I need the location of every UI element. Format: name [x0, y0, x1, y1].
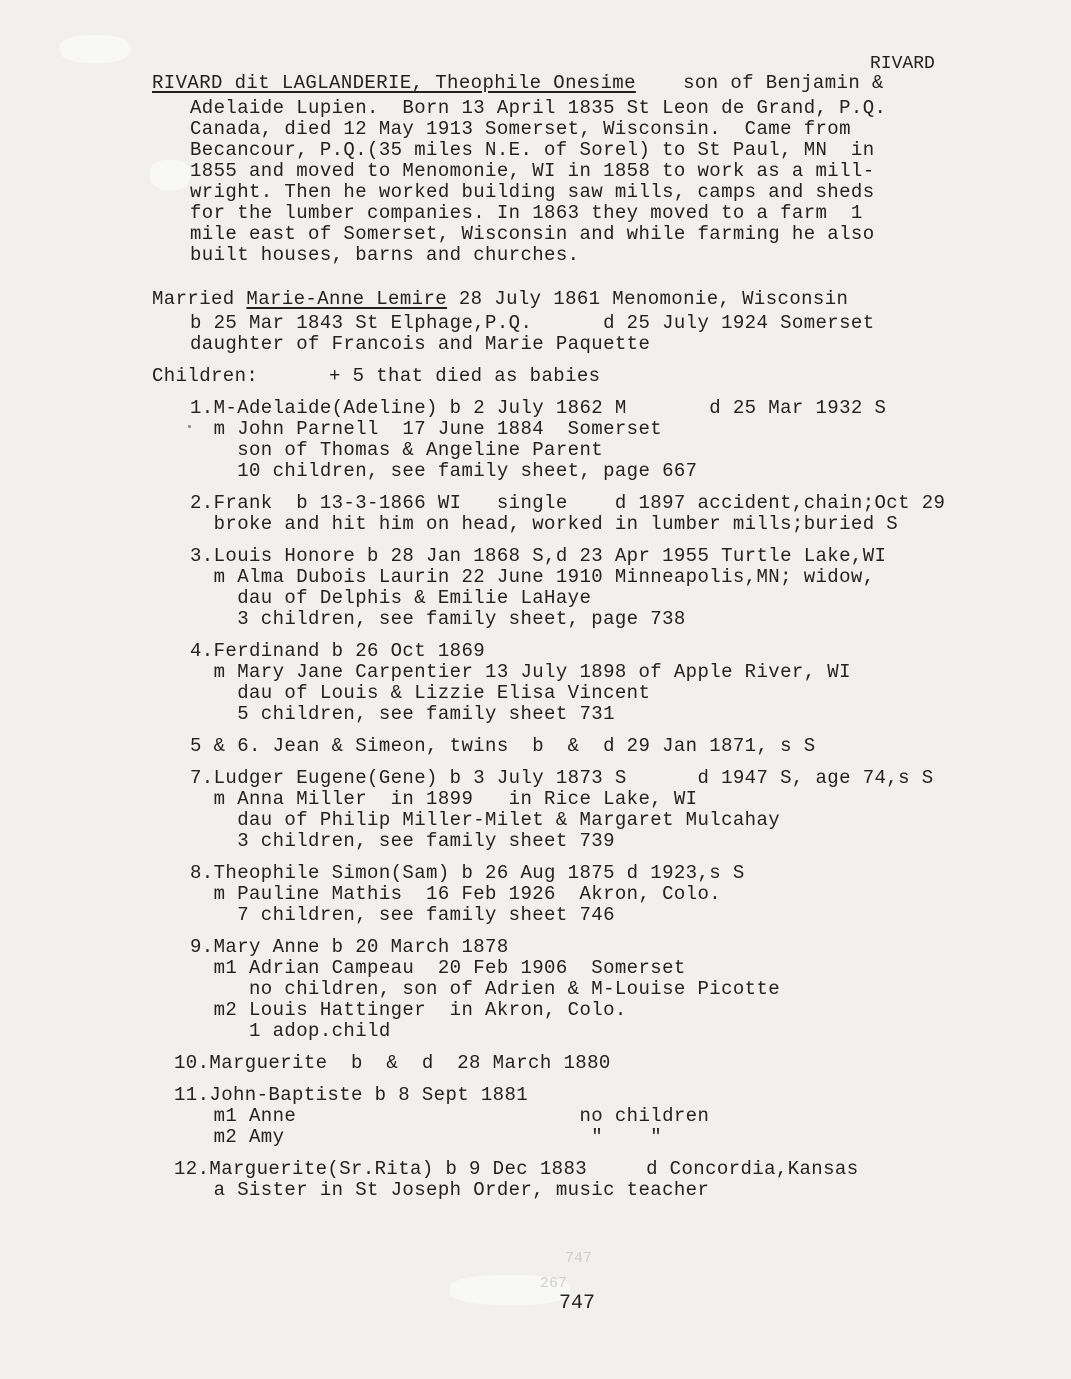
marriage-line: b 25 Mar 1843 St Elphage,P.Q. d 25 July 1924 Somerset [190, 312, 875, 334]
child-line: 3 children, see family sheet, page 738 [190, 608, 686, 630]
child-line: 5 & 6. Jean & Simeon, twins b & d 29 Jan 1871, s S [190, 735, 816, 757]
child-line: 2.Frank b 13-3-1866 WI single d 1897 accident,chain;Oct 29 [190, 492, 946, 514]
child-line: 3.Louis Honore b 28 Jan 1868 S,d 23 Apr 1955 Turtle Lake,WI [190, 545, 887, 567]
marriage-prefix: Married [152, 288, 247, 310]
marriage-line [152, 289, 848, 310]
child-line: no children, son of Adrien & M-Louise Picotte [190, 978, 781, 1000]
surname-header: RIVARD [870, 54, 935, 74]
child-line: 7.Ludger Eugene(Gene) b 3 July 1873 S d 1947 S, age 74,s S [190, 767, 934, 789]
child-line: 11.John-Baptiste b 8 Sept 1881 [174, 1084, 529, 1106]
marriage-line: daughter of Francois and Marie Paquette [190, 333, 651, 355]
child-line: a Sister in St Joseph Order, music teacher [190, 1179, 710, 1201]
children-header: Children: + 5 that died as babies [152, 365, 601, 387]
entry-line: built houses, barns and churches. [190, 244, 580, 266]
child-line: m Pauline Mathis 16 Feb 1926 Akron, Colo. [190, 883, 722, 905]
page-number: 747 [559, 1292, 596, 1315]
marriage-details: 28 July 1861 Menomonie, Wisconsin [447, 288, 849, 310]
entry-line: Becancour, P.Q.(35 miles N.E. of Sorel) to St Paul, MN in [190, 139, 875, 161]
faint-mark: 747 [565, 1250, 593, 1267]
child-line: m2 Louis Hattinger in Akron, Colo. [190, 999, 627, 1021]
child-line: m Anna Miller in 1899 in Rice Lake, WI [190, 788, 698, 810]
child-line: m2 Amy " " [190, 1126, 663, 1148]
child-line: 7 children, see family sheet 746 [190, 904, 615, 926]
child-line: 8.Theophile Simon(Sam) b 26 Aug 1875 d 1923,s S [190, 862, 745, 884]
entry-line: mile east of Somerset, Wisconsin and while farming he also [190, 223, 875, 245]
child-line: dau of Delphis & Emilie LaHaye [190, 587, 592, 609]
entry-line: wright. Then he worked building saw mills, camps and sheds [190, 181, 875, 203]
child-line: 10.Marguerite b & d 28 March 1880 [174, 1052, 611, 1074]
paper-stain [150, 160, 190, 190]
child-line: 1 adop.child [190, 1020, 391, 1042]
child-line: m Alma Dubois Laurin 22 June 1910 Minneapolis,MN; widow, [190, 566, 875, 588]
child-line: broke and hit him on head, worked in lumber mills;buried S [190, 513, 899, 535]
child-line: 12.Marguerite(Sr.Rita) b 9 Dec 1883 d Concordia,Kansas [174, 1158, 859, 1180]
spouse-name: Marie-Anne Lemire [246, 288, 448, 310]
faint-mark: 267 [540, 1275, 568, 1292]
child-line: 1.M-Adelaide(Adeline) b 2 July 1862 M d 25 Mar 1932 S [190, 397, 887, 419]
child-line: m John Parnell 17 June 1884 Somerset [190, 418, 663, 440]
child-line: 3 children, see family sheet 739 [190, 830, 615, 852]
child-line: 9.Mary Anne b 20 March 1878 [190, 936, 509, 958]
child-line: son of Thomas & Angeline Parent [190, 439, 604, 461]
child-line: m1 Anne no children [190, 1105, 710, 1127]
child-line: dau of Louis & Lizzie Elisa Vincent [190, 682, 651, 704]
child-line: 5 children, see family sheet 731 [190, 703, 615, 725]
child-line: m Mary Jane Carpentier 13 July 1898 of Apple River, WI [190, 661, 851, 683]
paper-stain [60, 35, 130, 63]
entry-title [152, 73, 884, 94]
entry-line: Canada, died 12 May 1913 Somerset, Wisconsin. Came from [190, 118, 851, 140]
entry-line: 1855 and moved to Menomonie, WI in 1858 to work as a mill- [190, 160, 875, 182]
entry-line: son of Benjamin & [683, 72, 884, 94]
subject-name: RIVARD dit LAGLANDERIE, Theophile Onesime [152, 72, 636, 94]
child-line: m1 Adrian Campeau 20 Feb 1906 Somerset [190, 957, 686, 979]
entry-line: for the lumber companies. In 1863 they moved to a farm 1 [190, 202, 863, 224]
child-line: 4.Ferdinand b 26 Oct 1869 [190, 640, 486, 662]
child-line: dau of Philip Miller-Milet & Margaret Mulcahay [190, 809, 781, 831]
child-line: 10 children, see family sheet, page 667 [190, 460, 698, 482]
entry-line: Adelaide Lupien. Born 13 April 1835 St Leon de Grand, P.Q. [190, 97, 887, 119]
